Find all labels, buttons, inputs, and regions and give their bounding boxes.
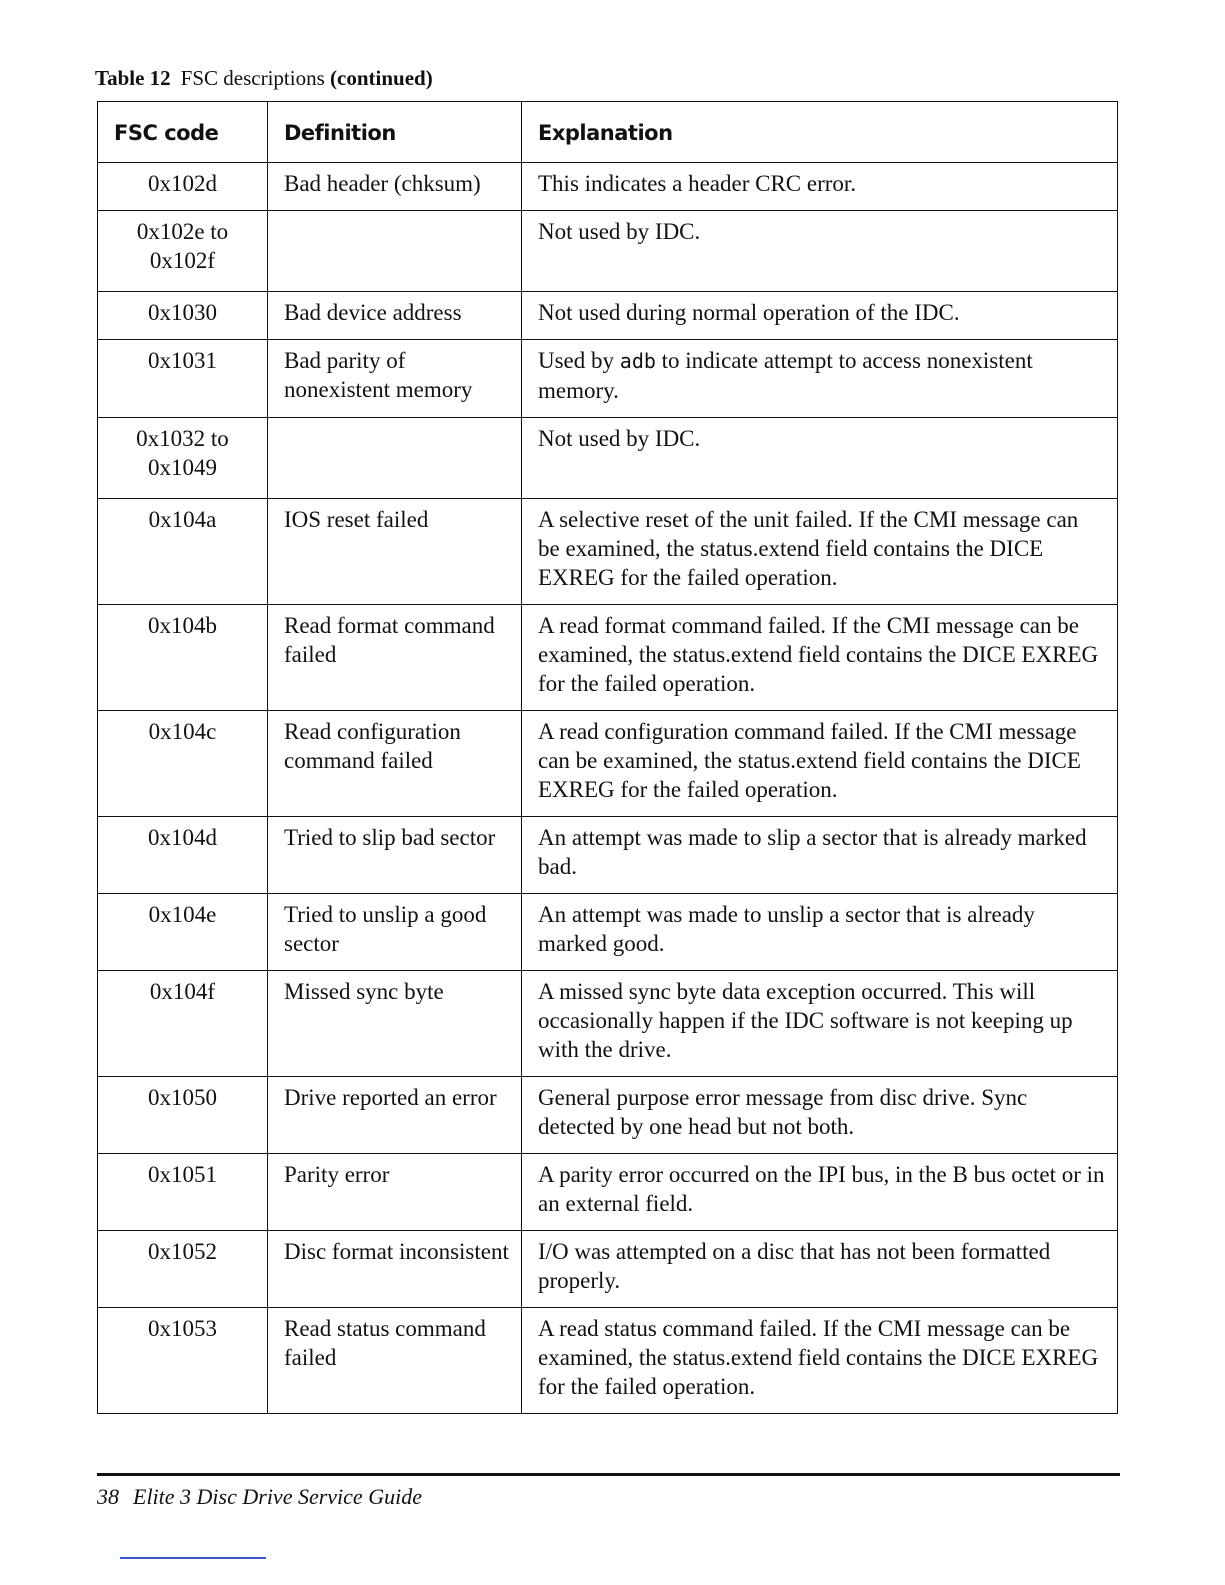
header-explanation: Explanation [522, 102, 1118, 163]
explanation: Not used by IDC. [522, 211, 1118, 292]
explanation: A selective reset of the unit failed. If the CMI message can be examined, the status.extend field contains the DICE EXREG for the failed operation. [522, 499, 1118, 605]
definition: Bad device address [268, 292, 522, 340]
fsc-code: 0x104d [98, 817, 268, 894]
explanation-text: Used by [538, 348, 620, 373]
definition [268, 418, 522, 499]
table-row [98, 1154, 1118, 1231]
explanation: A read configuration command failed. If the CMI message can be examined, the status.extend field contains the DICE EXREG for the failed operation. [522, 711, 1118, 817]
definition: Tried to unslip a good sector [268, 894, 522, 971]
table-row [98, 499, 1118, 605]
table-row [98, 340, 1118, 418]
definition: Missed sync byte [268, 971, 522, 1077]
fsc-code: 0x102e to 0x102f [98, 211, 268, 292]
adb-command: adb [619, 349, 656, 373]
explanation [522, 340, 1118, 418]
definition: IOS reset failed [268, 499, 522, 605]
fsc-code: 0x104a [98, 499, 268, 605]
definition: Parity error [268, 1154, 522, 1231]
page-footer [97, 1484, 422, 1510]
explanation: Not used by IDC. [522, 418, 1118, 499]
fsc-code: 0x1052 [98, 1231, 268, 1308]
table-row [98, 1077, 1118, 1154]
explanation: This indicates a header CRC error. [522, 163, 1118, 211]
header-fsc-code: FSC code [98, 102, 268, 163]
definition: Disc format inconsistent [268, 1231, 522, 1308]
fsc-code: 0x1050 [98, 1077, 268, 1154]
definition: Drive reported an error [268, 1077, 522, 1154]
header-definition: Definition [268, 102, 522, 163]
page-number: 38 [97, 1484, 119, 1509]
table-row [98, 163, 1118, 211]
table-row [98, 894, 1118, 971]
explanation: An attempt was made to unslip a sector that is already marked good. [522, 894, 1118, 971]
table-row [98, 711, 1118, 817]
table-header-row [98, 102, 1118, 163]
table-row [98, 418, 1118, 499]
explanation: A parity error occurred on the IPI bus, in the B bus octet or in an external field. [522, 1154, 1118, 1231]
definition [268, 211, 522, 292]
fsc-code: 0x104e [98, 894, 268, 971]
footer-rule [97, 1473, 1120, 1476]
explanation: An attempt was made to slip a sector that is already marked bad. [522, 817, 1118, 894]
explanation: A read status command failed. If the CMI message can be examined, the status.extend field contains the DICE EXREG for the failed operation. [522, 1308, 1118, 1414]
table-row [98, 1308, 1118, 1414]
table-row [98, 605, 1118, 711]
table-row [98, 817, 1118, 894]
explanation: A missed sync byte data exception occurred. This will occasionally happen if the IDC software is not keeping up with the drive. [522, 971, 1118, 1077]
table-row [98, 211, 1118, 292]
fsc-code: 0x1032 to 0x1049 [98, 418, 268, 499]
explanation: General purpose error message from disc drive. Sync detected by one head but not both. [522, 1077, 1118, 1154]
explanation: I/O was attempted on a disc that has not been formatted properly. [522, 1231, 1118, 1308]
table-row [98, 1231, 1118, 1308]
definition: Read status command failed [268, 1308, 522, 1414]
table-row [98, 971, 1118, 1077]
fsc-table [97, 101, 1118, 1414]
table-row [98, 292, 1118, 340]
fsc-code: 0x104c [98, 711, 268, 817]
definition: Bad parity of nonexistent memory [268, 340, 522, 418]
table-number: Table 12 [95, 66, 171, 90]
fsc-code: 0x102d [98, 163, 268, 211]
table-continued: (continued) [330, 66, 433, 90]
scan-artifact-line [120, 1557, 266, 1559]
definition: Tried to slip bad sector [268, 817, 522, 894]
document-title: Elite 3 Disc Drive Service Guide [133, 1484, 422, 1509]
explanation: A read format command failed. If the CMI message can be examined, the status.extend field contains the DICE EXREG for the failed operation. [522, 605, 1118, 711]
explanation-text: to indicate attempt to access nonexistent memory. [538, 348, 1033, 403]
explanation: Not used during normal operation of the IDC. [522, 292, 1118, 340]
definition: Read format command failed [268, 605, 522, 711]
fsc-code: 0x1030 [98, 292, 268, 340]
definition: Read configuration command failed [268, 711, 522, 817]
fsc-code: 0x104b [98, 605, 268, 711]
fsc-code: 0x1051 [98, 1154, 268, 1231]
table-caption [95, 66, 433, 91]
definition: Bad header (chksum) [268, 163, 522, 211]
fsc-code: 0x104f [98, 971, 268, 1077]
table-title: FSC descriptions [180, 66, 325, 90]
fsc-code: 0x1053 [98, 1308, 268, 1414]
fsc-code: 0x1031 [98, 340, 268, 418]
